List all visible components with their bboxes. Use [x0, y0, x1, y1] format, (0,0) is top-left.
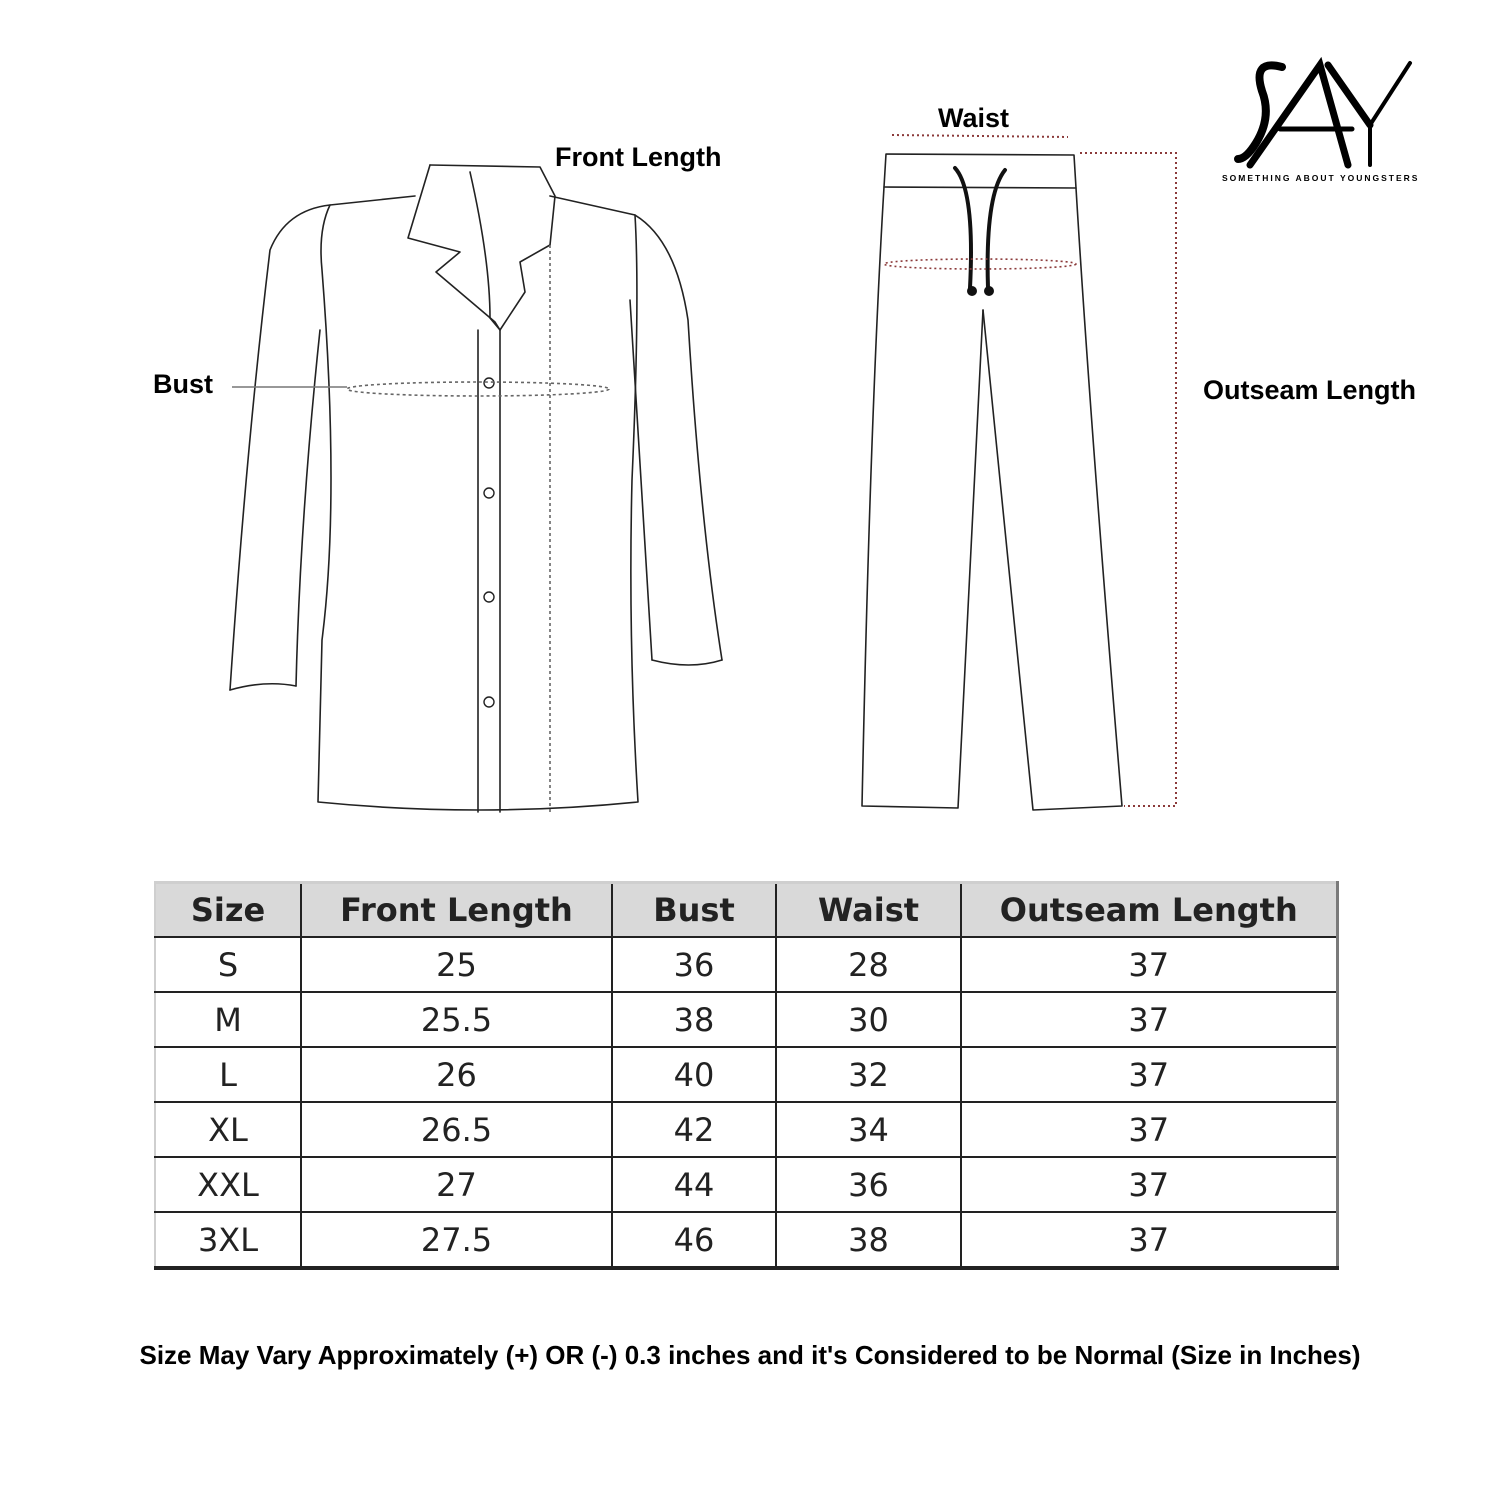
- cell-bust: 40: [612, 1047, 776, 1102]
- cell-waist: 36: [776, 1157, 961, 1212]
- size-variance-note: Size May Vary Approximately (+) OR (-) 0.3 inches and it's Considered to be Normal (Size in Inches): [139, 1340, 1361, 1370]
- button-3: [484, 592, 494, 602]
- cell-size: L: [155, 1047, 301, 1102]
- header-size: Size: [155, 883, 301, 938]
- header-bust: Bust: [612, 883, 776, 938]
- pants-outline: [862, 154, 1122, 810]
- header-waist: Waist: [776, 883, 961, 938]
- cell-front-length: 25.5: [301, 992, 612, 1047]
- cell-outseam-length: 37: [961, 1157, 1337, 1212]
- table-row: [155, 1212, 1337, 1268]
- cell-waist: 38: [776, 1212, 961, 1268]
- table-row: [155, 1157, 1337, 1212]
- cell-front-length: 26: [301, 1047, 612, 1102]
- cell-size: S: [155, 937, 301, 992]
- waist-label: Waist: [938, 103, 1010, 133]
- table-row: [155, 937, 1337, 992]
- table-row: [155, 1102, 1337, 1157]
- size-chart-table: [154, 881, 1339, 1270]
- cell-bust: 44: [612, 1157, 776, 1212]
- cell-bust: 46: [612, 1212, 776, 1268]
- header-outseam-length: Outseam Length: [961, 883, 1337, 938]
- cell-front-length: 27.5: [301, 1212, 612, 1268]
- cell-outseam-length: 37: [961, 937, 1337, 992]
- front-length-label: Front Length: [555, 142, 722, 172]
- outseam-measure-line: [1080, 153, 1176, 806]
- cell-front-length: 26.5: [301, 1102, 612, 1157]
- cell-front-length: 27: [301, 1157, 612, 1212]
- table-header-row: [155, 883, 1337, 938]
- shirt-outline: [230, 165, 722, 812]
- header-front-length: Front Length: [301, 883, 612, 938]
- cell-waist: 34: [776, 1102, 961, 1157]
- cell-front-length: 25: [301, 937, 612, 992]
- table-row: [155, 1047, 1337, 1102]
- outseam-length-label: Outseam Length: [1203, 375, 1417, 405]
- shirt-buttons: [484, 378, 494, 707]
- cell-size: XXL: [155, 1157, 301, 1212]
- hip-measure-line: [884, 259, 1076, 269]
- cell-outseam-length: 37: [961, 1212, 1337, 1268]
- button-2: [484, 488, 494, 498]
- cell-waist: 28: [776, 937, 961, 992]
- cell-bust: 42: [612, 1102, 776, 1157]
- brand-tagline: SOMETHING ABOUT YOUNGSTERS: [1222, 173, 1420, 183]
- waist-measure-line: [892, 135, 1068, 137]
- cell-waist: 32: [776, 1047, 961, 1102]
- cell-size: XL: [155, 1102, 301, 1157]
- cell-bust: 36: [612, 937, 776, 992]
- cell-outseam-length: 37: [961, 1102, 1337, 1157]
- drawstring: [955, 168, 1005, 288]
- cell-size: M: [155, 992, 301, 1047]
- cell-outseam-length: 37: [961, 1047, 1337, 1102]
- button-1: [484, 378, 494, 388]
- table-row: [155, 992, 1337, 1047]
- cell-waist: 30: [776, 992, 961, 1047]
- drawstring-tip-left: [967, 286, 977, 296]
- cell-bust: 38: [612, 992, 776, 1047]
- button-4: [484, 697, 494, 707]
- bust-label: Bust: [153, 369, 213, 399]
- cell-outseam-length: 37: [961, 992, 1337, 1047]
- drawstring-tip-right: [984, 286, 994, 296]
- cell-size: 3XL: [155, 1212, 301, 1268]
